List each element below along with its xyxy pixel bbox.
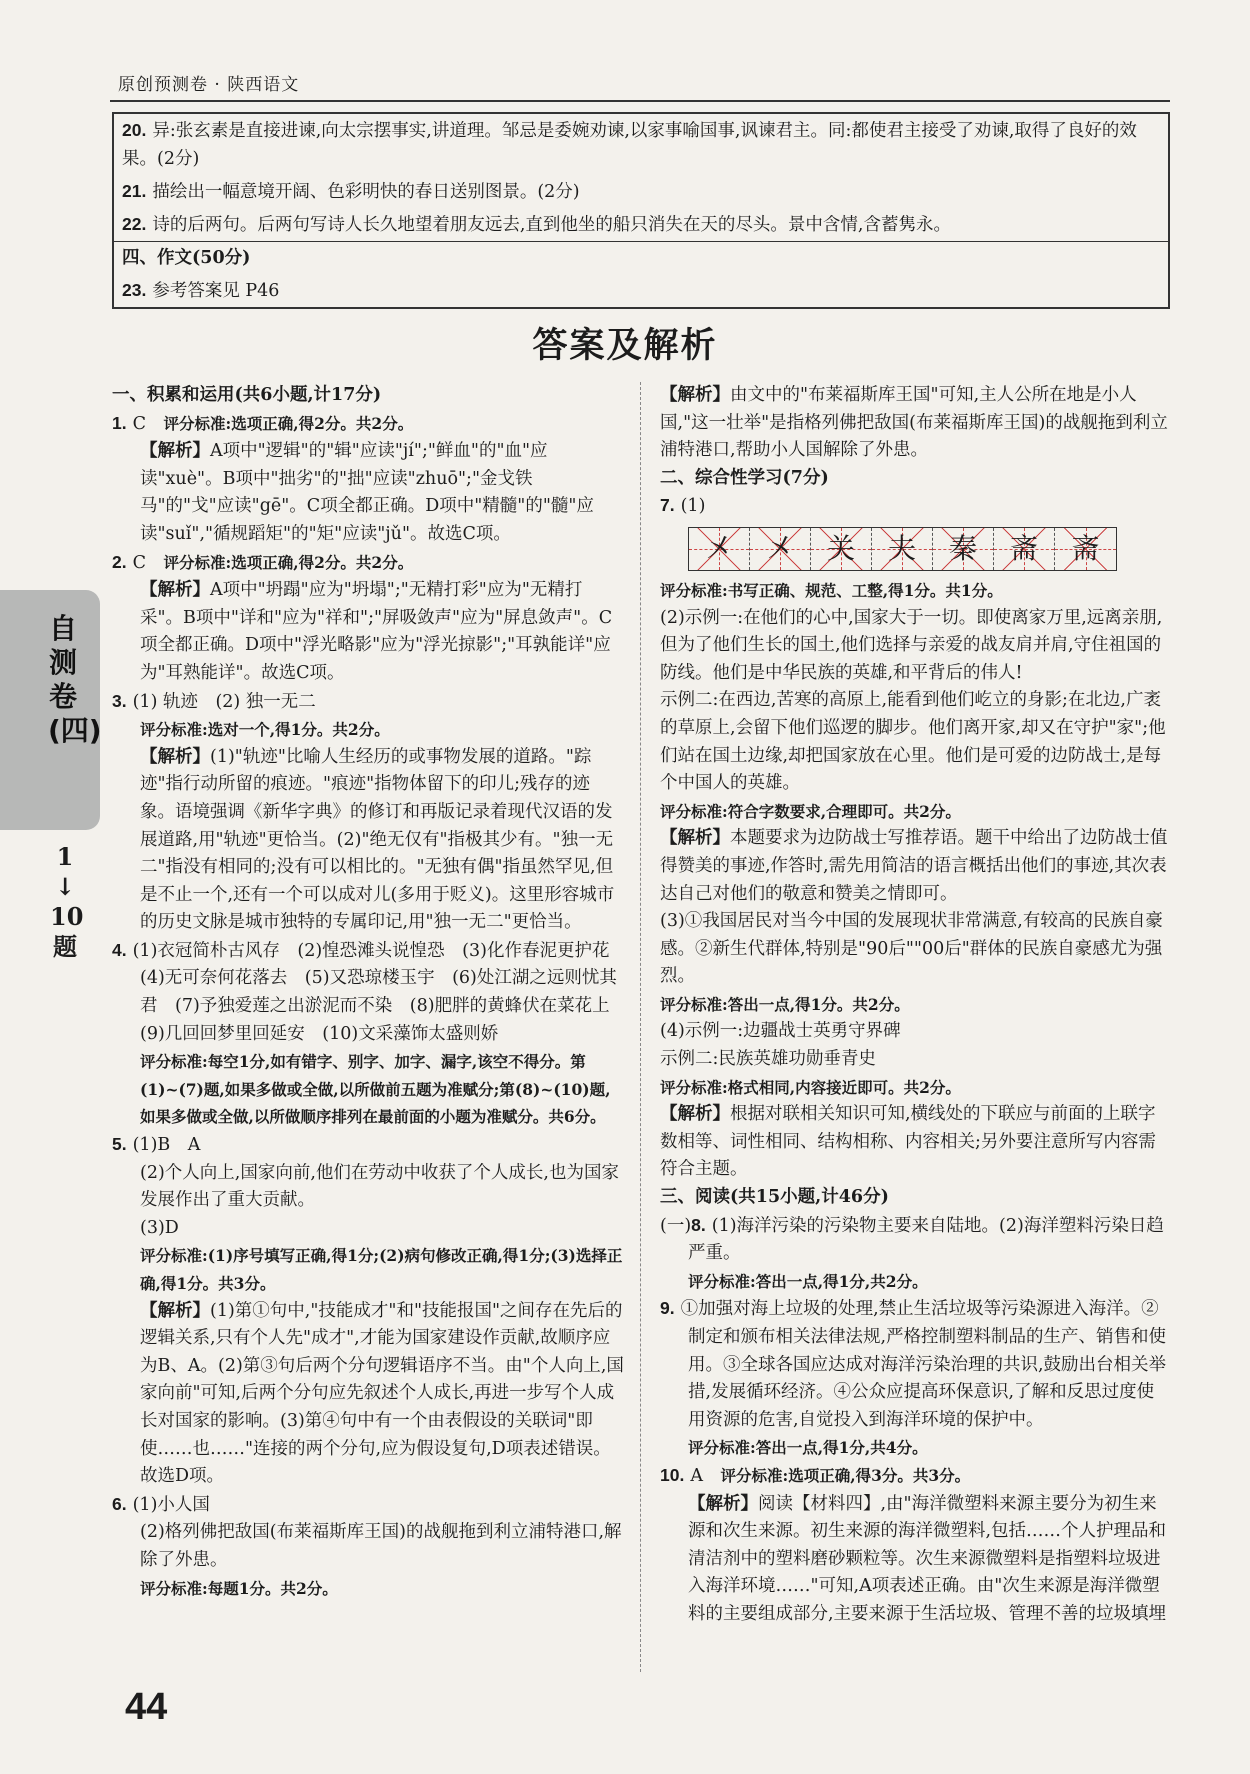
score-q7-4: 评分标准:格式相同,内容接近即可。共2分。 <box>660 1077 961 1097</box>
score-q4: 评分标准:每空1分,如有错字、别字、加字、漏字,该空不得分。第(1)~(7)题,如果多做或全做,以所做前五题为准赋分;第(8)~(10)题,如果多做或全做,以所做顺序排列在最前面的小题为准赋分。共6分。 <box>140 1052 611 1127</box>
grid-cell: 斋 <box>1055 528 1116 570</box>
answer-q7-2b: 示例二:在西边,苦寒的高原上,能看到他们屹立的身影;在北边,广袤的草原上,会留下他们巡逻的脚步。他们离开家,却又在守护"家";他们站在国土边缘,却把国家放在心里。他们是可爱的边防战士,是每个中国人的英雄。 <box>660 690 1166 794</box>
analysis-q7-4: 【解析】根据对联相关知识可知,横线处的下联应与前面的上联字数相等、词性相同、结构相称、内容相关;另外要注意所写内容需符合主题。 <box>660 1104 1156 1180</box>
answer-q7-2a: (2)示例一:在他们的心中,国家大于一切。即使离家万里,远离亲朋,但为了他们生长的国土,他们选择与亲爱的战友肩并肩,守住祖国的防线。他们是中华民族的英雄,和平背后的伟人! <box>660 607 1163 683</box>
answer-q8: (一)8. (1)海洋污染的污染物主要来自陆地。(2)海洋塑料污染日趋严重。 <box>660 1214 1164 1264</box>
left-column <box>112 382 628 1602</box>
grid-cell: 关 <box>811 528 872 570</box>
score-q9: 评分标准:答出一点,得1分,共4分。 <box>688 1438 928 1458</box>
grid-cell: 㐅 <box>750 528 811 570</box>
answer-box-top <box>112 112 1170 309</box>
section-heading-3: 三、阅读(共15小题,计46分) <box>660 1187 889 1208</box>
analysis-q1: 【解析】A项中"逻辑"的"辑"应读"jí";"鲜血"的"血"应读"xuè"。B项中"拙劣"的"拙"应读"zhuō";"金戈铁马"的"戈"应读"gē"。C项全都正确。D项中"精髓"的"髓"应读"suǐ","循规蹈矩"的"矩"应读"jǔ"。故选C项。 <box>140 441 594 544</box>
page-number: 44 <box>125 1686 168 1728</box>
calligraphy-grid <box>688 527 1117 571</box>
answer-q2: 2. C 评分标准:选项正确,得2分。共2分。 <box>112 551 414 573</box>
answer-row-21 <box>114 175 1168 208</box>
question-number: 21. <box>122 181 147 201</box>
analysis-q5: 【解析】(1)第①句中,"技能成才"和"技能报国"之间存在先后的逻辑关系,只有个人先"成才",才能为国家建设作贡献,故顺序应为B、A。(2)第③句后两个分句逻辑语序不当。由"个人向上,国家向前"可知,后两个分句应先叙述个人成长,再进一步写个人成长对国家的影响。(3)第④句中有一个由表假设的关联词"即使……也……"连接的两个分句,应为假设复句,D项表述错误。故选D项。 <box>140 1300 624 1487</box>
running-header: 原创预测卷 · 陕西语文 <box>118 75 300 95</box>
question-number: 22. <box>122 214 147 234</box>
analysis-q6: 【解析】由文中的"布莱福斯库王国"可知,主人公所在地是小人国,"这一壮举"是指格列佛把敌国(布莱福斯库王国)的战舰拖到利立浦特港口,帮助小人国解除了外患。 <box>660 385 1168 461</box>
analysis-q3: 【解析】(1)"轨迹"比喻人生经历的或事物发展的道路。"踪迹"指行动所留的痕迹。"痕迹"指物体留下的印儿;残存的迹象。语境强调《新华字典》的修订和再版记录着现代汉语的发展道路,用"轨迹"更恰当。(2)"绝无仅有"指极其少有。"独一无二"指没有相同的;没有可以相比的。"无独有偶"指虽然罕见,但是不止一个,还有一个可以成对儿(多用于贬义)。这里形容城市的历史文脉是城市独特的专属印记,用"独一无二"更恰当。 <box>140 746 615 933</box>
score-q7-1: 评分标准:书写正确、规范、工整,得1分。共1分。 <box>660 580 1003 600</box>
answer-q7: 7. (1) <box>660 495 706 517</box>
grid-cell: 㐅 <box>689 528 750 570</box>
answer-q5-part3: (3)D <box>140 1217 179 1238</box>
section-heading-essay: 四、作文(50分) <box>114 241 1168 274</box>
answer-row-22 <box>114 208 1168 241</box>
answer-q9: 9. ①加强对海上垃圾的处理,禁止生活垃圾等污染源进入海洋。②制定和颁布相关法律法规,严格控制塑料制品的生产、销售和使用。③全球各国应达成对海洋污染治理的共识,鼓励出台相关举措,发展循环经济。④公众应提高环保意识,了解和反思过度使用资源的危害,自觉投入到海洋环境的保护中。 <box>660 1298 1167 1430</box>
score-q3: 评分标准:选对一个,得1分。共2分。 <box>140 720 390 740</box>
analysis-q10: 【解析】阅读【材料四】,由"海洋微塑料来源主要分为初生来源和次生来源。初生来源的海洋微塑料,包括……个人护理品和清洁剂中的塑料磨砂颗粒等。次生来源微塑料是指塑料垃圾进入海洋环境……"可知,A项表述正确。由"次生来源是海洋微塑料的主要组成部分,主要来源于生活垃圾、管理不善的垃圾填埋 <box>688 1493 1167 1624</box>
answer-row-20 <box>114 114 1168 175</box>
answer-q5-part2: (2)个人向上,国家向前,他们在劳动中收获了个人成长,也为国家发展作出了重大贡献。 <box>140 1162 619 1211</box>
question-number: 23. <box>122 280 147 300</box>
answer-q6-part2: (2)格列佛把敌国(布莱福斯库王国)的战舰拖到利立浦特港口,解除了外患。 <box>140 1522 622 1570</box>
column-divider <box>640 382 641 1672</box>
answer-q7-4b: 示例二:民族英雄功勋垂青史 <box>660 1049 876 1070</box>
answer-row-23 <box>114 274 1168 307</box>
section-heading-2: 二、综合性学习(7分) <box>660 467 829 488</box>
score-q8: 评分标准:答出一点,得1分,共2分。 <box>688 1271 928 1291</box>
answer-text: 描绘出一幅意境开阔、色彩明快的春日送别图景。(2分) <box>152 182 580 202</box>
analysis-q7-2: 【解析】本题要求为边防战士写推荐语。题干中给出了边防战士值得赞美的事迹,作答时,需先用简洁的语言概括出他们的事迹,其次表达自己对他们的敬意和赞美之情即可。 <box>660 828 1168 904</box>
answer-q4: 4. (1)衣冠简朴古风存 (2)惶恐滩头说惶恐 (3)化作春泥更护花 (4)无可奈何花落去 (5)又恐琼楼玉宇 (6)处江湖之远则忧其君 (7)予独爱莲之出淤泥而不染 (8)肥胖的黄蜂伏在菜花上 (9)几回回梦里回延安 (10)文采藻饰太盛则娇 <box>112 939 628 1044</box>
answer-text: 异:张玄素是直接进谏,向太宗摆事实,讲道理。邹忌是委婉劝谏,以家事喻国事,讽谏君主。同:都使君主接受了劝谏,取得了良好的效果。(2分) <box>122 121 1137 169</box>
answer-q10: 10. A 评分标准:选项正确,得3分。共3分。 <box>660 1464 971 1486</box>
score-q6: 评分标准:每题1分。共2分。 <box>140 1578 338 1598</box>
answer-text: 参考答案见 P46 <box>152 281 280 301</box>
answer-q6: 6. (1)小人国 <box>112 1493 210 1515</box>
score-q7-3: 评分标准:答出一点,得1分。共2分。 <box>660 994 910 1014</box>
answer-q7-3: (3)①我国居民对当今中国的发展现状非常满意,有较高的民族自豪感。②新生代群体,特别是"90后""00后"群体的民族自豪感尤为强烈。 <box>660 911 1163 987</box>
grid-cell: 夫 <box>872 528 933 570</box>
score-q7-2: 评分标准:符合字数要求,合理即可。共2分。 <box>660 801 961 821</box>
side-tab-label: 自测卷(四) <box>48 612 102 747</box>
header-rule <box>110 100 1170 102</box>
analysis-q2: 【解析】A项中"坍蹋"应为"坍塌";"无精打彩"应为"无精打采"。B项中"详和"应为"祥和";"屏吸敛声"应为"屏息敛声"。C项全都正确。D项中"浮光略影"应为"浮光掠影";"耳孰能详"应为"耳熟能详"。故选C项。 <box>140 580 613 683</box>
answer-text: 诗的后两句。后两句写诗人长久地望着朋友远去,直到他坐的船只消失在天的尽头。景中含情,含蓄隽永。 <box>152 215 951 235</box>
grid-cell: 斋 <box>994 528 1055 570</box>
score-q5: 评分标准:(1)序号填写正确,得1分;(2)病句修改正确,得1分;(3)选择正确,得1分。共3分。 <box>140 1246 623 1293</box>
page-title: 答案及解析 <box>532 326 718 366</box>
answer-q3: 3. (1) 轨迹 (2) 独一无二 <box>112 690 316 712</box>
question-number: 20. <box>122 120 147 140</box>
answer-q7-4a: (4)示例一:边疆战士英勇守界碑 <box>660 1021 901 1042</box>
grid-cell: 秦 <box>933 528 994 570</box>
side-tab-range: 1 ↓ 10 题 <box>50 842 84 961</box>
right-column <box>660 382 1170 1629</box>
answer-q1: 1. C 评分标准:选项正确,得2分。共2分。 <box>112 412 414 434</box>
section-heading-1: 一、积累和运用(共6小题,计17分) <box>112 385 382 405</box>
answer-q5: 5. (1)B A <box>112 1134 201 1156</box>
